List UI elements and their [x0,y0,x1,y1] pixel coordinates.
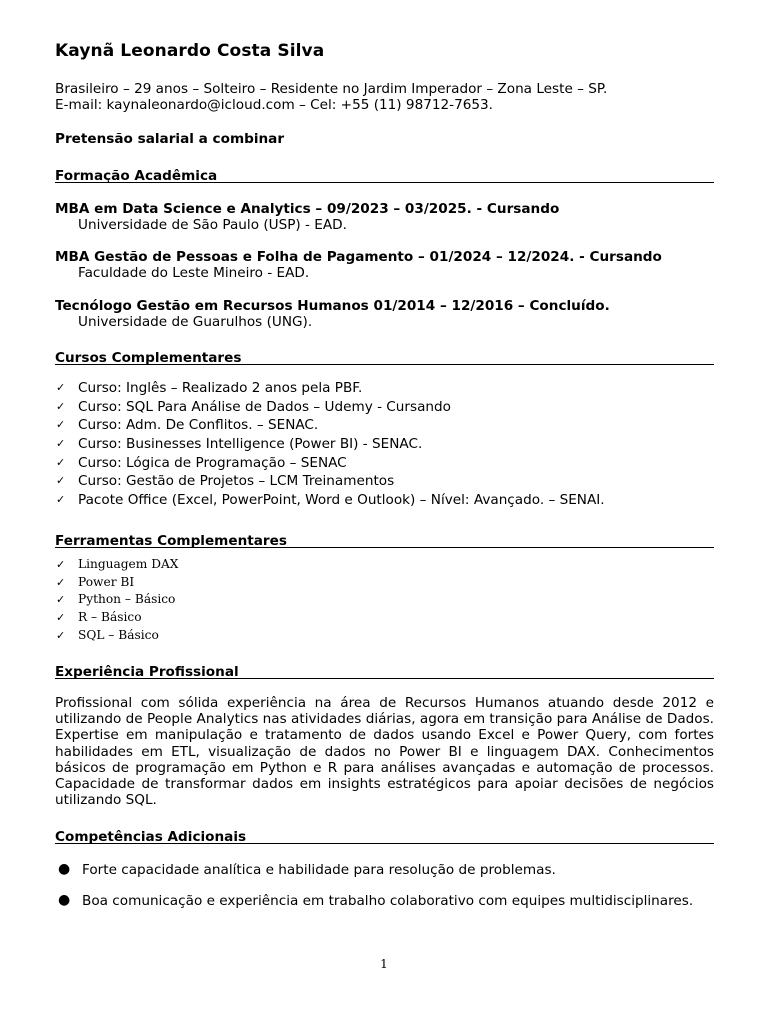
contact-line: E-mail: kaynaleonardo@icloud.com – Cel: +55 (11) 98712-7653. [55,97,493,113]
list-item: ✓ Pacote Office (Excel, PowerPoint, Word e Outlook) – Nível: Avançado. – SENAI. [56,492,605,509]
list-item: ✓ Linguagem DAX [55,556,178,574]
education-section-title: Formação Acadêmica [55,168,218,184]
page-number: 1 [380,957,388,971]
checkmark-icon: ✓ [56,628,66,642]
personal-info-line: Brasileiro – 29 anos – Solteiro – Residente no Jardim Imperador – Zona Leste – SP. [55,81,608,97]
salary-expectation: Pretensão salarial a combinar [55,131,285,147]
list-item: ✓ Curso: SQL Para Análise de Dados – Udemy - Cursando [56,398,451,415]
courses-section-header [55,347,714,365]
education-school: Universidade de Guarulhos (UNG). [78,314,313,330]
list-item: ✓ Curso: Businesses Intelligence (Power BI) - SENAC. [56,436,423,453]
checkmark-icon: ✓ [56,593,66,607]
list-item: ✓ Curso: Gestão de Projetos – LCM Treinamentos [56,473,395,490]
checkmark-icon: ✓ [56,455,66,469]
candidate-name: Kaynã Leonardo Costa Silva [55,41,325,61]
list-item: ✓ Curso: Lógica de Programação – SENAC [56,454,347,471]
bullet-icon: ● [58,861,71,877]
list-item: ✓ Curso: Adm. De Conflitos. – SENAC. [56,417,319,434]
education-school: Faculdade do Leste Mineiro - EAD. [78,265,310,281]
courses-section-title: Cursos Complementares [55,350,242,366]
checkmark-icon: ✓ [56,437,66,451]
tools-section-header [55,530,714,548]
experience-section-header [55,661,714,679]
education-section-header [55,165,714,183]
checkmark-icon: ✓ [56,558,66,571]
experience-section-title: Experiência Profissional [55,664,239,680]
resume-page: Kaynã Leonardo Costa Silva Brasileiro – 29 anos – Solteiro – Residente no Jardim Imperador – Zona Leste – SP. E-mail: kaynaleonardo@icloud.com – Cel: +55 (11) 98712-7653. Pretensão salarial a combinar Formação Acadêmica MBA em Data Science e Analytics – 09/2023 – 03/2025. - Cursando Universidade de São Paulo (USP) - EAD. MBA Gestão de Pessoas e Folha de Pagamento – 01/2024 – 12/2024. - Cursando Faculdade do Leste Mineiro - EAD. Tecnólogo Gestão em Recursos Humanos 01/2014 – 12/2016 – Concluído. Universidade de Guarulhos (UNG). Cursos Complementares ✓ Curso: Inglês – Realizado 2 anos pela PBF. ✓ Curso: SQL Para Análise de Dados – Udemy - Cursando ✓ Curso: Adm. De Conflitos. – SENAC. ✓ Curso: Businesses Intelligence (Power BI) - SENAC. ✓ Curso: Lógica de Programação – SENAC ✓ Curso: Gestão de Projetos – LCM Treinamentos ✓ Pacote Office (Excel, PowerPoint, Word e Outlook) – Nível: Avançado. – SENAI. Ferramentas Complementares ✓ Linguagem DAX ✓ Power BI ✓ Python – Básico ✓ R – Básico ✓ SQL – Básico Experiência Profissional Profissional com sólida experiência na área de Recursos Humanos atuando desde 2012 e utilizando de People Analytics nas atividades diárias, agora em transição para Análise de Dados. Expertise em manipulação e tratamento de dados usando Excel e Power Query, com fortes habilidades em ETL, visualização de dados no Power BI e linguagem DAX. Conhecimentos básicos de programação em Python e R para análises avançadas e automação de processos. Capacidade de transformar dados em insights estratégicos para apoiar decisões de negócios utilizando SQL. Competências Adicionais ● Forte capacidade analítica e habilidade para resolução de problemas. ● Boa comunicação e experiência em trabalho colaborativo com equipes multidisciplinares. 1 [0,0,768,1024]
courses-list [55,379,605,510]
skills-section-header [55,826,714,844]
tools-list [55,556,178,644]
checkmark-icon: ✓ [56,493,66,507]
experience-summary: Profissional com sólida experiência na área de Recursos Humanos atuando desde 2012 e utilizando de People Analytics nas atividades diárias, agora em transição para Análise de Dados. Expertise em manipulação e tratamento de dados usando Excel e Power Query, com fortes habilidades em ETL, visualização de dados no Power BI e linguagem DAX. Conhecimentos básicos de programação em Python e R para análises avançadas e automação de processos. Capacidade de transformar dados em insights estratégicos para apoiar decisões de negócios utilizando SQL. [55,695,714,809]
education-school: Universidade de São Paulo (USP) - EAD. [78,217,347,233]
list-item: ✓ SQL – Básico [55,627,178,645]
list-item: ✓ Curso: Inglês – Realizado 2 anos pela PBF. [56,380,363,396]
checkmark-icon: ✓ [56,575,66,589]
tools-section-title: Ferramentas Complementares [55,533,287,549]
skills-section-title: Competências Adicionais [55,829,247,845]
checkmark-icon: ✓ [56,381,66,394]
education-degree: Tecnólogo Gestão em Recursos Humanos 01/2014 – 12/2016 – Concluído. [55,298,610,314]
education-degree: MBA em Data Science e Analytics – 09/2023 – 03/2025. - Cursando [55,201,560,217]
education-degree: MBA Gestão de Pessoas e Folha de Pagamento – 01/2024 – 12/2024. - Cursando [55,249,662,265]
list-item: ✓ Python – Básico [55,591,178,609]
checkmark-icon: ✓ [56,474,66,488]
bullet-icon: ● [58,892,71,908]
list-item: ✓ Power BI [55,574,178,592]
checkmark-icon: ✓ [56,611,66,625]
checkmark-icon: ✓ [56,418,66,432]
list-item: ✓ R – Básico [55,609,178,627]
checkmark-icon: ✓ [56,399,66,413]
